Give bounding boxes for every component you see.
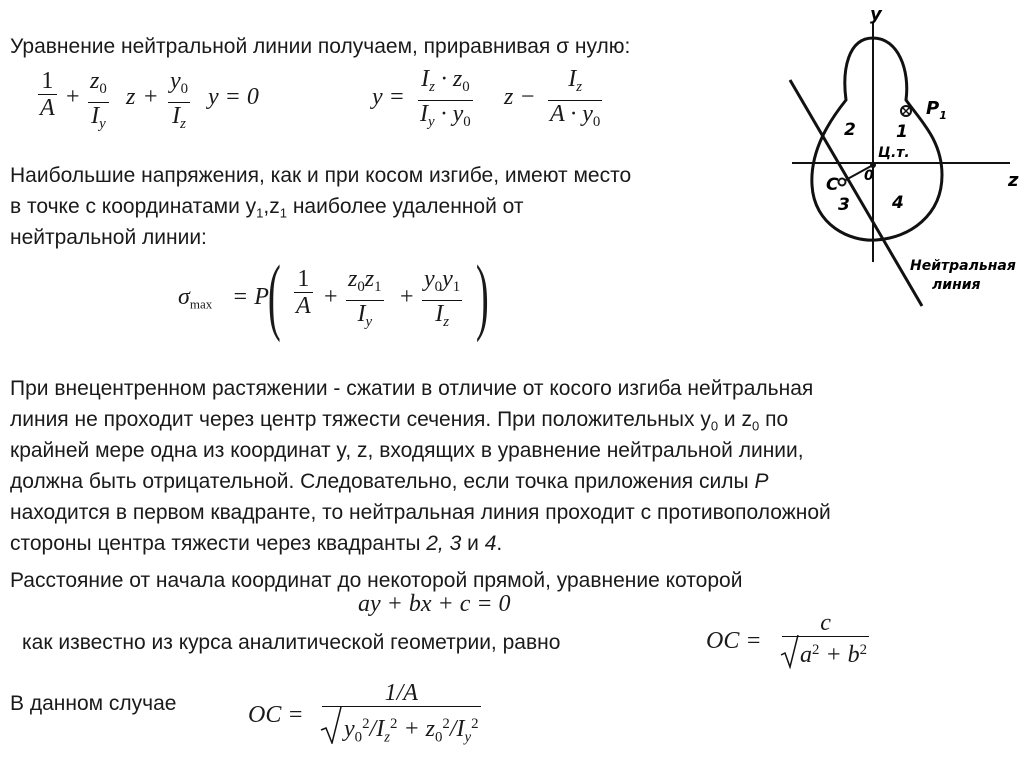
this-case-text: В данном случае (10, 692, 177, 715)
eccentric-text-5: находится в первом квадранте, то нейтральная линия проходит с противоположной (10, 501, 831, 524)
point-c (839, 179, 846, 186)
neutral-line-y-equation: y = $\frac{I_z \cdot z_0}{I_y \cdot y_0}$ z − $\frac{I_z}{A \cdot y_0}$ (372, 64, 632, 144)
oc-formula-general: OC = $\frac{c}{a^2 + b^2}$ (706, 610, 868, 669)
neutral-line-label-1: Нейтральная (910, 258, 1016, 274)
eccentric-text-3: крайней мере одна из координат y, z, входящих в уравнение нейтральной линии, (10, 439, 804, 462)
c-label: C (826, 175, 839, 195)
section-contour (812, 38, 942, 240)
eccentric-text-4: должна быть отрицательной. Следовательно, если точка приложения силы P (10, 470, 769, 493)
eccentric-text-1: При внецентренном растяжении - сжатии в отличие от косого изгиба нейтральная (10, 377, 814, 400)
max-stress-text-1: Наибольшие напряжения, как и при косом изгибе, имеют место (10, 164, 632, 187)
p1-label: $P_1$ (926, 98, 947, 122)
oc-formula-specific: OC = $\frac{1/A}{y_0^2/I_z^2 + z_0^2/I_y^2}$ (248, 676, 528, 766)
max-stress-equation: $\sigma_{max}$ = P ( $\frac{1}{A}$ + $\frac{z_0z_1}{I_y}$ + $\frac{y_0y_1}{I_z}$ ) (178, 247, 489, 343)
intro-text: Уравнение нейтральной линии получаем, приравнивая σ нулю: (10, 35, 631, 58)
quadrant-1-label: 1 (896, 122, 908, 142)
line-equation: ay + bx + c = 0 (358, 591, 511, 617)
quadrant-3-label: 3 (838, 195, 850, 215)
origin-label: 0 (864, 168, 874, 184)
quadrant-4-label: 4 (892, 193, 904, 213)
max-stress-text-2: в точке с координатами $y_1,z_1$ наиболее удаленной от (10, 195, 524, 221)
neutral-line-equation: $\frac{1}{A}$ + $\frac{z_0}{I_y}$ z + $\frac{y_0}{I_z}$ y = 0 (30, 66, 290, 146)
centroid-label: Ц.т. (878, 145, 910, 161)
eccentric-text-2: линия не проходит через центр тяжести сечения. При положительных $y_0$ и $z_0$ по (10, 408, 789, 434)
section-figure (770, 0, 1024, 320)
neutral-line-label-2: линия (932, 277, 981, 293)
quadrant-2-label: 2 (844, 120, 856, 140)
distance-text: Расстояние от начала координат до некоторой прямой, уравнение которой (10, 569, 743, 592)
z-axis-label: z (1008, 170, 1019, 191)
geometry-text: как известно из курса аналитической геометрии, равно (22, 631, 561, 654)
max-stress-text-3: нейтральной линии: (10, 226, 207, 249)
eccentric-text-6: стороны центра тяжести через квадранты 2, 3 и 4. (10, 532, 503, 555)
y-axis-label: y (870, 4, 882, 25)
